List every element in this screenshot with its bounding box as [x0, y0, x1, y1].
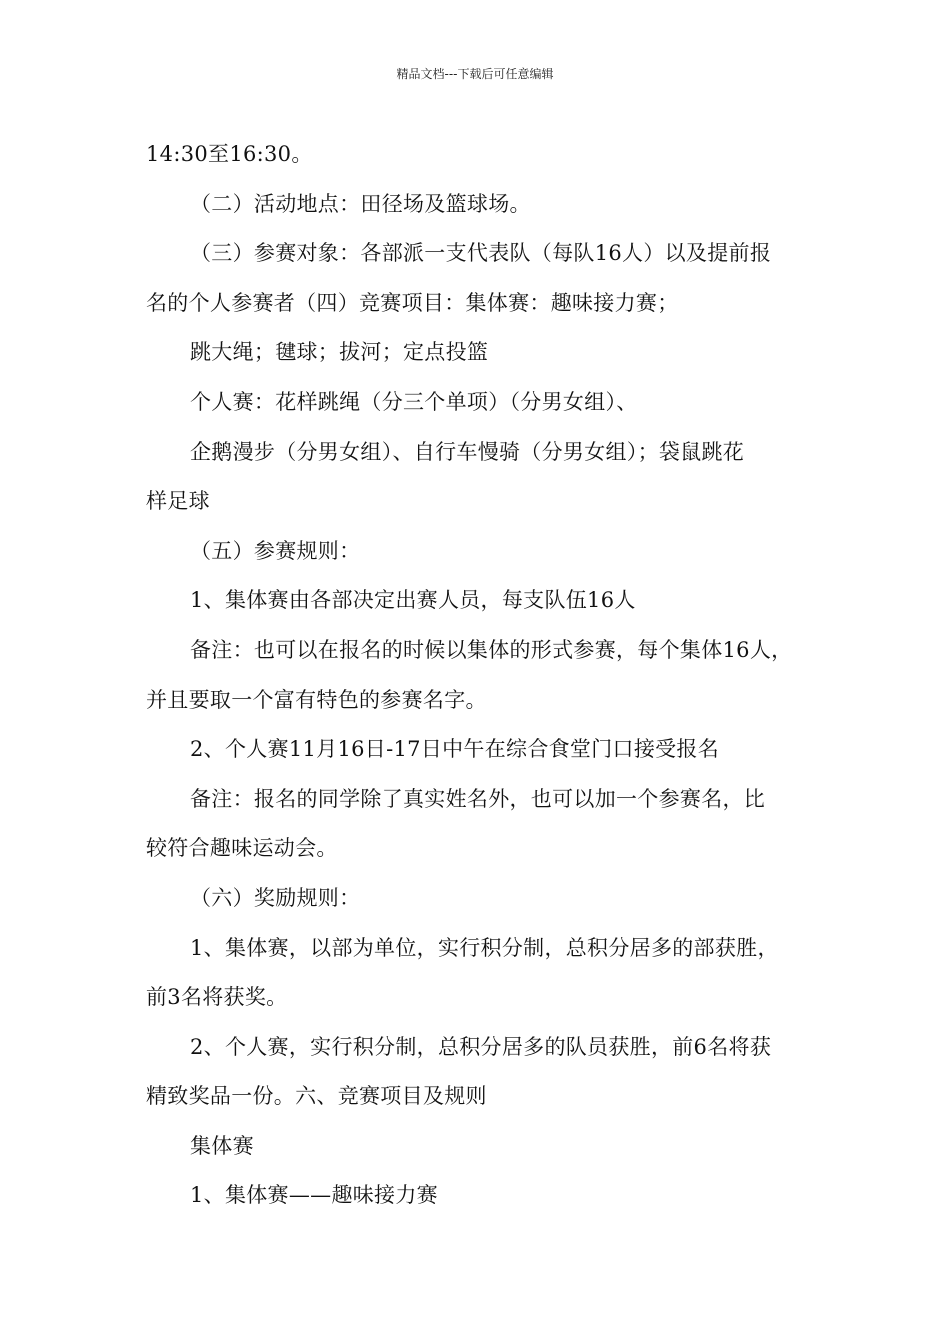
document-body [146, 130, 826, 1221]
text-line: 名的个人参赛者（四）竞赛项目：集体赛：趣味接力赛； [146, 290, 679, 315]
text-line: 精致奖品一份。六、竞赛项目及规则 [146, 1084, 487, 1109]
text-line: 较符合趣味运动会。 [146, 836, 338, 861]
text-line: 备注：报名的同学除了真实姓名外，也可以加一个参赛名，比 [190, 786, 766, 811]
page-header: 精品文档---下载后可任意编辑 [396, 67, 554, 81]
text-line: 前3名将获奖。 [146, 985, 288, 1010]
section-heading: （五）参赛规则： [190, 538, 361, 563]
text-line: 个人赛：花样跳绳（分三个单项）（分男女组）、 [190, 389, 638, 414]
text-line: 1、集体赛——趣味接力赛 [190, 1183, 438, 1208]
section-heading: （六）奖励规则： [190, 885, 361, 910]
text-line: 跳大绳；毽球；拔河；定点投篮 [190, 340, 489, 365]
text-line: （二）活动地点：田径场及篮球场。 [190, 191, 531, 216]
text-line: 并且要取一个富有特色的参赛名字。 [146, 687, 487, 712]
text-line: 14:30至16:30。 [146, 142, 313, 166]
text-line: 备注：也可以在报名的时候以集体的形式参赛，每个集体16人， [190, 637, 793, 662]
text-line: 1、集体赛由各部决定出赛人员，每支队伍16人 [190, 588, 636, 613]
section-heading: 集体赛 [190, 1133, 254, 1158]
text-line: 企鹅漫步（分男女组）、自行车慢骑（分男女组）；袋鼠跳花 [190, 439, 745, 464]
text-line: 2、个人赛，实行积分制，总积分居多的队员获胜，前6名将获 [190, 1034, 772, 1059]
text-line: （三）参赛对象：各部派一支代表队（每队16人）以及提前报 [190, 241, 772, 266]
text-line: 样足球 [146, 489, 210, 514]
text-line: 2、个人赛11月16日-17日中午在综合食堂门口接受报名 [190, 737, 720, 762]
text-line: 1、集体赛，以部为单位，实行积分制，总积分居多的部获胜， [190, 935, 779, 960]
